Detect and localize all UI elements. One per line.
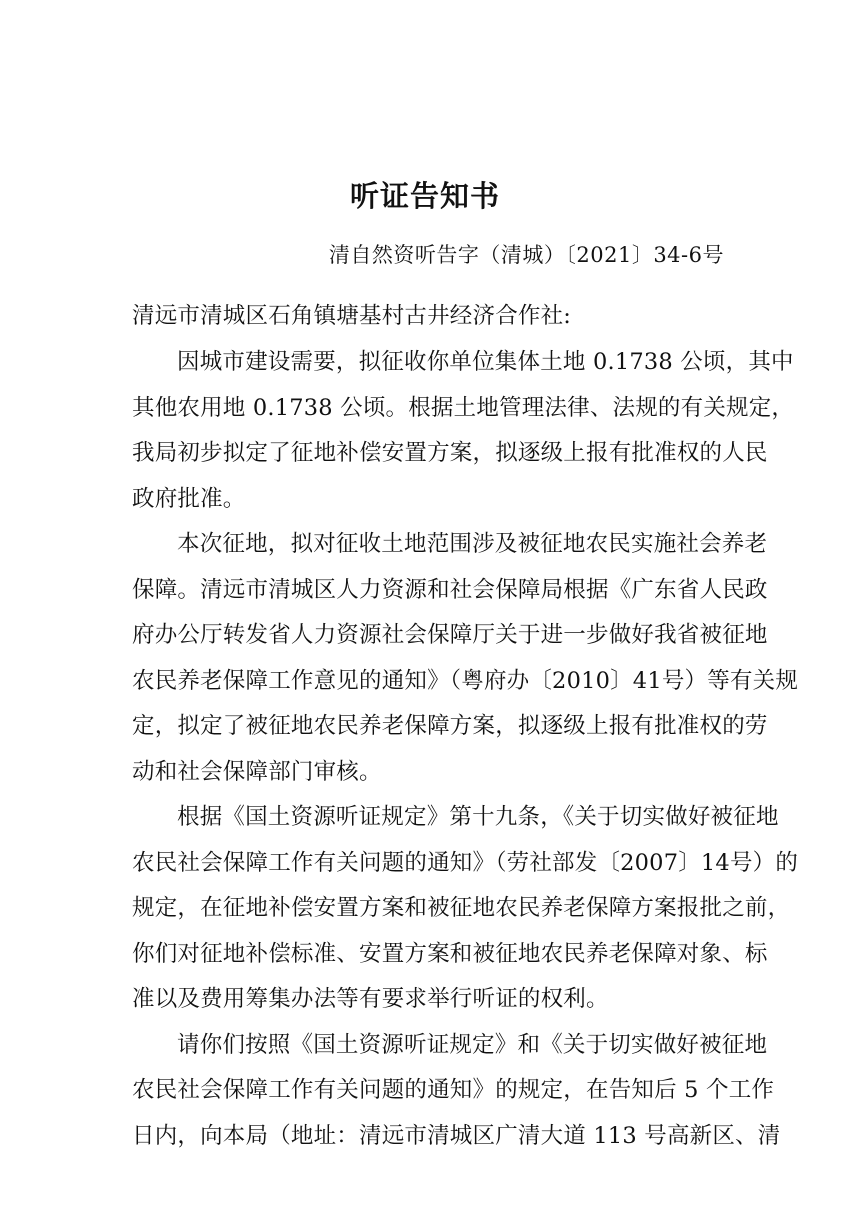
paragraph-line: 你们对征地补偿标准、安置方案和被征地农民养老保障对象、标 — [132, 941, 768, 967]
paragraph-line: 本次征地，拟对征收土地范围涉及被征地农民实施社会养老 — [177, 531, 768, 557]
paragraph-line: 农民养老保障工作意见的通知》（粤府办〔2010〕41号）等有关规 — [132, 668, 799, 694]
paragraph-line: 其他农用地 0.1738 公顷。根据土地管理法律、法规的有关规定， — [132, 395, 795, 421]
paragraph-line: 定，拟定了被征地农民养老保障方案，拟逐级上报有批准权的劳 — [132, 713, 768, 739]
paragraph-line: 日内，向本局（地址：清远市清城区广清大道 113 号高新区、清 — [132, 1123, 781, 1149]
paragraph-line: 请你们按照《国土资源听证规定》和《关于切实做好被征地 — [177, 1032, 768, 1058]
paragraph-line: 规定，在征地补偿安置方案和被征地农民养老保障方案报批之前， — [132, 895, 791, 921]
paragraph-line: 农民社会保障工作有关问题的通知》（劳社部发〔2007〕14号）的 — [132, 850, 799, 876]
paragraph-line: 我局初步拟定了征地补偿安置方案，拟逐级上报有批准权的人民 — [132, 440, 768, 466]
paragraph-line: 因城市建设需要，拟征收你单位集体土地 0.1738 公顷，其中 — [177, 349, 794, 375]
paragraph-line: 清远市清城区石角镇塘基村古井经济合作社: — [132, 303, 572, 329]
paragraph-line: 准以及费用筹集办法等有要求举行听证的权利。 — [132, 986, 609, 1012]
document-number: 清自然资听告字（清城）〔2021〕34-6号 — [328, 243, 724, 267]
paragraph-line: 农民社会保障工作有关问题的通知》的规定，在告知后 5 个工作 — [132, 1077, 775, 1103]
paragraph-line: 保障。清远市清城区人力资源和社会保障局根据《广东省人民政 — [132, 577, 768, 603]
paragraph-line: 政府批准。 — [132, 486, 246, 512]
paragraph-line: 动和社会保障部门审核。 — [132, 759, 382, 785]
document-title: 听证告知书 — [349, 179, 500, 213]
paragraph-line: 府办公厅转发省人力资源社会保障厅关于进一步做好我省被征地 — [132, 622, 768, 648]
paragraph-line: 根据《国土资源听证规定》第十九条，《关于切实做好被征地 — [177, 804, 779, 830]
